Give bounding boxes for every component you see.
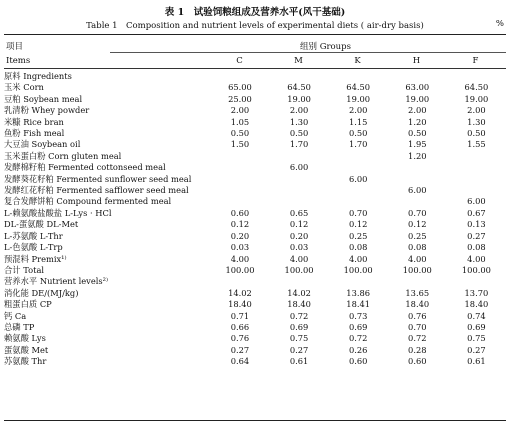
cell-f: 0.74 — [467, 310, 486, 321]
cell-h: 4.00 — [408, 253, 427, 264]
cell-h: 6.00 — [408, 185, 427, 196]
table-row — [4, 162, 506, 173]
cell-k: 0.12 — [348, 219, 368, 230]
cell-k: 0.25 — [348, 230, 368, 241]
cell-c: 25.00 — [228, 93, 252, 104]
cell-h: 1.95 — [408, 139, 427, 150]
cell-c: 14.02 — [228, 287, 252, 298]
groups-header: 组别 Groups — [300, 42, 351, 52]
cell-m: 64.50 — [287, 82, 311, 93]
row-label: 复合发酵饼粕 Compound fermented meal — [4, 196, 172, 207]
cell-f: 13.70 — [464, 287, 489, 298]
table-row — [4, 94, 506, 105]
table-row — [4, 82, 506, 93]
row-label: 钙 Ca — [4, 310, 27, 321]
table-row — [4, 151, 506, 162]
col-header-h: H — [412, 56, 421, 66]
cell-m: 0.50 — [289, 128, 309, 139]
cell-c: 65.00 — [228, 82, 252, 93]
cell-h: 0.76 — [408, 310, 427, 321]
cell-k: 0.60 — [348, 356, 368, 367]
cell-k: 18.41 — [346, 299, 371, 310]
row-label: 鱼粉 Fish meal — [4, 128, 65, 139]
cell-h — [388, 276, 447, 287]
table-row — [4, 105, 506, 116]
row-label: 原料 Ingredients — [4, 71, 72, 81]
cell-k: 0.69 — [348, 321, 368, 332]
cell-c: 0.20 — [230, 230, 250, 241]
table-row — [4, 299, 506, 310]
cell-f: 19.00 — [464, 93, 489, 104]
cell-h: 0.08 — [408, 242, 427, 253]
cell-k: 1.70 — [348, 139, 368, 150]
cell-h: 1.20 — [408, 150, 427, 161]
cell-m: 0.65 — [289, 207, 309, 218]
cell-m: 0.61 — [289, 356, 309, 367]
col-header-m: M — [294, 56, 303, 66]
table-row — [4, 242, 506, 253]
row-label: L-色氨酸 L-Trp — [4, 242, 63, 253]
cell-h — [388, 71, 447, 82]
cell-c: 0.60 — [230, 207, 250, 218]
cell-m: 0.75 — [289, 333, 309, 344]
cell-f — [447, 151, 506, 162]
row-label: 玉米 Corn — [4, 82, 44, 93]
composition-table — [4, 71, 506, 368]
cell-f: 0.61 — [467, 356, 486, 367]
table-row — [4, 185, 506, 196]
cell-k: 2.00 — [348, 105, 368, 116]
col-header-c: C — [236, 56, 243, 66]
row-label: 玉米蛋白粉 Corn gluten meal — [4, 150, 122, 161]
cell-m: 0.20 — [289, 230, 309, 241]
cell-k — [329, 71, 388, 82]
cell-m: 1.30 — [289, 116, 309, 127]
cell-f — [447, 276, 506, 287]
cell-m: 0.72 — [289, 310, 309, 321]
cell-c: 1.05 — [230, 116, 250, 127]
cell-m — [270, 151, 329, 162]
cell-c — [210, 185, 269, 196]
table-row — [4, 128, 506, 139]
cell-m — [270, 196, 329, 207]
table-row — [4, 254, 506, 265]
row-label: 苏氨酸 Thr — [4, 356, 47, 367]
cell-k — [329, 185, 388, 196]
cell-f: 64.50 — [464, 82, 489, 93]
cell-h: 0.60 — [408, 356, 427, 367]
cell-c: 0.64 — [230, 356, 250, 367]
cell-c: 1.50 — [230, 139, 250, 150]
cell-c — [210, 196, 269, 207]
table-row — [4, 356, 506, 367]
row-label: 发酵红花籽粕 Fermented safflower seed meal — [4, 185, 189, 196]
cell-c: 0.66 — [230, 321, 250, 332]
cell-f: 4.00 — [467, 253, 486, 264]
cell-k: 19.00 — [346, 93, 371, 104]
cell-h: 0.25 — [408, 230, 427, 241]
cell-c: 0.27 — [230, 344, 250, 355]
cell-m: 2.00 — [289, 105, 309, 116]
row-label: 乳清粉 Whey powder — [4, 105, 90, 116]
cell-m: 100.00 — [284, 264, 314, 275]
cell-c: 4.00 — [230, 253, 250, 264]
cell-c: 0.12 — [230, 219, 250, 230]
cell-f: 18.40 — [464, 299, 489, 310]
bottom-rule — [4, 420, 506, 421]
cell-k: 0.50 — [348, 128, 368, 139]
cell-f: 1.30 — [467, 116, 486, 127]
cell-f — [447, 174, 506, 185]
cell-m: 0.69 — [289, 321, 309, 332]
row-label: 发酵葵花籽粕 Fermented sunflower seed meal — [4, 173, 192, 184]
cell-k: 0.73 — [348, 310, 368, 321]
cell-k: 0.08 — [348, 242, 368, 253]
col-header-f: F — [472, 56, 479, 66]
cell-h: 63.00 — [405, 82, 430, 93]
cell-f: 100.00 — [461, 264, 491, 275]
unit-label: % — [495, 19, 504, 29]
cell-h: 1.20 — [408, 116, 427, 127]
row-label: 豆粕 Soybean meal — [4, 93, 83, 104]
table-title-en: Table 1 Composition and nutrient levels of experimental diets ( air-dry basis) — [86, 21, 424, 31]
cell-k: 6.00 — [348, 173, 368, 184]
header-rule — [4, 68, 506, 69]
cell-m: 14.02 — [287, 287, 311, 298]
cell-f: 0.27 — [467, 230, 486, 241]
cell-m: 6.00 — [289, 162, 309, 173]
cell-h — [388, 196, 447, 207]
cell-f: 1.55 — [467, 139, 486, 150]
cell-k: 0.70 — [348, 207, 368, 218]
cell-k: 100.00 — [343, 264, 373, 275]
table-row — [4, 117, 506, 128]
cell-c: 0.76 — [230, 333, 250, 344]
cell-k — [329, 162, 388, 173]
cell-f: 0.67 — [467, 207, 486, 218]
cell-h — [388, 174, 447, 185]
cell-f — [447, 185, 506, 196]
top-rule — [4, 34, 506, 35]
cell-f: 0.08 — [467, 242, 486, 253]
row-label: L-赖氨酸盐酸盐 L-Lys · HCl — [4, 207, 112, 218]
table-row — [4, 311, 506, 322]
cell-m — [270, 276, 329, 287]
cell-f: 0.27 — [467, 344, 486, 355]
items-header-cn: 项目 — [6, 42, 24, 52]
cell-c: 100.00 — [225, 264, 255, 275]
cell-c — [210, 162, 269, 173]
table-row — [4, 231, 506, 242]
cell-f — [447, 162, 506, 173]
cell-m: 0.03 — [289, 242, 309, 253]
row-label: 赖氨酸 Lys — [4, 333, 46, 344]
cell-h: 18.40 — [405, 299, 430, 310]
cell-c: 0.71 — [230, 310, 250, 321]
table-row — [4, 208, 506, 219]
cell-f: 0.13 — [467, 219, 486, 230]
cell-m — [270, 71, 329, 82]
table-row — [4, 196, 506, 207]
cell-f: 6.00 — [467, 196, 486, 207]
cell-f: 0.69 — [467, 321, 486, 332]
row-label: 米糠 Rice bran — [4, 116, 64, 127]
table-row — [4, 139, 506, 150]
cell-m: 1.70 — [289, 139, 309, 150]
cell-k — [329, 196, 388, 207]
cell-c: 2.00 — [230, 105, 250, 116]
cell-f — [447, 71, 506, 82]
cell-k: 1.15 — [348, 116, 368, 127]
row-label: 蛋氨酸 Met — [4, 344, 49, 355]
row-label: L-苏氨酸 L-Thr — [4, 230, 63, 241]
table-body — [4, 71, 506, 368]
cell-h: 2.00 — [408, 105, 427, 116]
table-row — [4, 276, 506, 287]
cell-h: 0.70 — [408, 207, 427, 218]
table-row — [4, 322, 506, 333]
table-row — [4, 71, 506, 82]
cell-k: 13.86 — [346, 287, 371, 298]
cell-c: 18.40 — [228, 299, 252, 310]
cell-c — [210, 174, 269, 185]
table-title-cn: 表 1 试验饲粮组成及营养水平(风干基础) — [164, 7, 346, 18]
table-row — [4, 174, 506, 185]
cell-m: 4.00 — [289, 253, 309, 264]
cell-h: 0.50 — [408, 128, 427, 139]
cell-m — [270, 174, 329, 185]
cell-h: 19.00 — [405, 93, 430, 104]
cell-k: 0.72 — [348, 333, 368, 344]
table-row — [4, 288, 506, 299]
cell-c — [210, 71, 269, 82]
cell-h: 0.70 — [408, 321, 427, 332]
row-label: 合计 Total — [4, 264, 45, 275]
cell-f: 0.50 — [467, 128, 486, 139]
cell-h: 13.65 — [405, 287, 430, 298]
row-label: DL-蛋氨酸 DL-Met — [4, 219, 79, 230]
cell-k — [329, 151, 388, 162]
row-label: 消化能 DE/(MJ/kg) — [4, 287, 79, 298]
row-label: 大豆油 Soybean oil — [4, 139, 81, 150]
cell-m: 18.40 — [287, 299, 311, 310]
row-label: 粗蛋白质 CP — [4, 299, 52, 310]
cell-m: 19.00 — [287, 93, 311, 104]
groups-sub-rule — [110, 52, 506, 53]
row-label: 预混料 Premix¹⁾ — [4, 253, 67, 264]
cell-c — [210, 151, 269, 162]
cell-k: 4.00 — [348, 253, 368, 264]
cell-h: 0.72 — [408, 333, 427, 344]
table-row — [4, 345, 506, 356]
cell-c — [210, 276, 269, 287]
cell-h: 0.28 — [408, 344, 427, 355]
cell-k — [329, 276, 388, 287]
cell-f: 0.75 — [467, 333, 486, 344]
cell-k: 0.26 — [348, 344, 368, 355]
table-row — [4, 333, 506, 344]
cell-m: 0.27 — [289, 344, 309, 355]
cell-m — [270, 185, 329, 196]
row-label: 发酵棉籽粕 Fermented cottonseed meal — [4, 162, 166, 173]
table-row — [4, 265, 506, 276]
items-header-en: Items — [6, 56, 31, 66]
cell-h — [388, 162, 447, 173]
table-row — [4, 219, 506, 230]
row-label: 总磷 TP — [4, 321, 35, 332]
cell-f: 2.00 — [467, 105, 486, 116]
col-header-k: K — [354, 56, 361, 66]
cell-c: 0.50 — [230, 128, 250, 139]
cell-c: 0.03 — [230, 242, 250, 253]
row-label: 营养水平 Nutrient levels²⁾ — [4, 276, 109, 287]
cell-m: 0.12 — [289, 219, 309, 230]
cell-k: 64.50 — [346, 82, 371, 93]
cell-h: 100.00 — [402, 264, 432, 275]
cell-h: 0.12 — [408, 219, 427, 230]
